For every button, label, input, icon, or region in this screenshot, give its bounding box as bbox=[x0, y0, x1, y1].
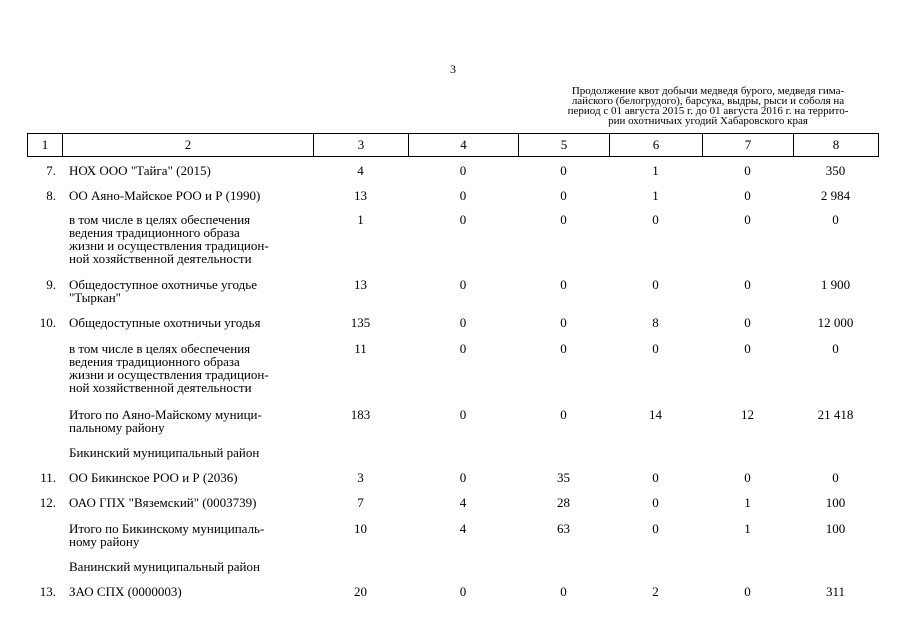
value-col-5 bbox=[518, 560, 609, 573]
value-col-3 bbox=[313, 446, 408, 459]
table-subrow bbox=[27, 522, 878, 548]
row-number bbox=[27, 408, 62, 434]
table-row bbox=[27, 471, 878, 484]
row-number: 10. bbox=[39, 315, 56, 330]
value-col-7: 12 bbox=[741, 407, 754, 422]
header-cell-1: 1 bbox=[28, 134, 63, 157]
value-col-4: 0 bbox=[459, 277, 467, 292]
section-heading-row bbox=[27, 560, 878, 573]
caption-line: период с 01 августа 2015 г. до 01 августа 2016 г. на террито- bbox=[567, 105, 849, 117]
value-col-5: 0 bbox=[560, 212, 567, 227]
value-col-6: 0 bbox=[652, 495, 659, 510]
value-col-7: 0 bbox=[744, 315, 751, 330]
row-name: Общедоступные охотничьи угодья bbox=[69, 315, 261, 330]
value-col-8: 100 bbox=[825, 521, 846, 536]
value-col-3: 11 bbox=[354, 341, 367, 356]
value-col-5: 0 bbox=[560, 188, 567, 203]
table-caption bbox=[528, 86, 888, 126]
value-col-5 bbox=[518, 446, 609, 459]
value-col-4: 0 bbox=[459, 470, 467, 485]
header-cell-8: 8 bbox=[794, 134, 879, 157]
value-col-3: 183 bbox=[350, 407, 371, 422]
value-col-7 bbox=[702, 560, 793, 573]
value-col-5: 28 bbox=[557, 495, 570, 510]
row-number bbox=[27, 446, 62, 459]
row-number: 11. bbox=[40, 470, 56, 485]
column-number-header bbox=[27, 133, 879, 157]
value-col-8: 350 bbox=[825, 163, 846, 178]
row-name: Бикинский муниципальный район bbox=[69, 445, 260, 460]
value-col-3: 3 bbox=[357, 470, 364, 485]
value-col-6: 8 bbox=[652, 315, 659, 330]
value-col-4: 0 bbox=[459, 212, 467, 227]
value-col-4: 4 bbox=[459, 521, 467, 536]
value-col-3: 13 bbox=[354, 188, 367, 203]
value-col-5: 63 bbox=[557, 521, 570, 536]
row-name: ОО Аяно-Майское РОО и Р (1990) bbox=[69, 188, 261, 203]
row-name: Общедоступное охотничье угодье "Тыркан" bbox=[69, 277, 257, 305]
value-col-7: 1 bbox=[744, 495, 751, 510]
value-col-8: 0 bbox=[832, 470, 839, 485]
value-col-3: 135 bbox=[350, 315, 371, 330]
value-col-5: 0 bbox=[560, 277, 567, 292]
value-col-4: 0 bbox=[459, 407, 467, 422]
row-name: Итого по Аяно-Майскому муници- пальному району bbox=[69, 407, 262, 435]
row-number: 12. bbox=[39, 495, 56, 510]
value-col-5: 0 bbox=[560, 584, 567, 599]
table-subrow bbox=[27, 342, 878, 394]
value-col-6: 2 bbox=[652, 584, 659, 599]
table-subrow bbox=[27, 213, 878, 265]
value-col-8: 0 bbox=[832, 212, 839, 227]
value-col-6: 0 bbox=[652, 277, 659, 292]
row-name: Итого по Бикинскому муниципаль- ному району bbox=[69, 521, 265, 549]
value-col-3: 4 bbox=[357, 163, 364, 178]
value-col-7: 0 bbox=[744, 470, 751, 485]
value-col-4: 0 bbox=[459, 341, 467, 356]
value-col-4: 4 bbox=[459, 495, 467, 510]
value-col-5: 0 bbox=[560, 341, 567, 356]
value-col-4: 0 bbox=[459, 163, 467, 178]
table-row bbox=[27, 164, 878, 177]
row-number bbox=[27, 342, 62, 394]
page-number: 3 bbox=[450, 62, 456, 76]
header-cell-3: 3 bbox=[314, 134, 409, 157]
header-cell-2: 2 bbox=[63, 134, 314, 157]
row-number: 9. bbox=[46, 277, 56, 292]
value-col-5: 0 bbox=[560, 315, 567, 330]
value-col-4: 0 bbox=[459, 188, 467, 203]
value-col-3: 7 bbox=[357, 495, 364, 510]
value-col-6 bbox=[609, 446, 702, 459]
row-name: в том числе в целях обеспечения ведения традиционного образа жизни и осуществления традицион- ной хозяйственной деятельности bbox=[69, 212, 269, 266]
row-number bbox=[27, 213, 62, 265]
value-col-7: 0 bbox=[744, 341, 751, 356]
table-row bbox=[27, 278, 878, 304]
row-name: НОХ ООО "Тайга" (2015) bbox=[69, 163, 211, 178]
value-col-3 bbox=[313, 560, 408, 573]
value-col-6: 1 bbox=[652, 188, 659, 203]
value-col-7: 0 bbox=[744, 584, 751, 599]
row-number bbox=[27, 522, 62, 548]
row-number: 7. bbox=[46, 163, 56, 178]
value-col-6: 0 bbox=[652, 212, 659, 227]
value-col-6: 0 bbox=[652, 470, 659, 485]
row-name: ОО Бикинское РОО и Р (2036) bbox=[69, 470, 238, 485]
value-col-7: 1 bbox=[744, 521, 751, 536]
row-name: ОАО ГПХ "Вяземский" (0003739) bbox=[69, 495, 257, 510]
value-col-8 bbox=[793, 446, 878, 459]
value-col-8: 100 bbox=[825, 495, 846, 510]
row-number: 13. bbox=[39, 584, 56, 599]
value-col-8: 1 900 bbox=[820, 277, 851, 292]
table-row bbox=[27, 496, 878, 509]
table-row bbox=[27, 585, 878, 598]
value-col-8: 311 bbox=[825, 584, 846, 599]
value-col-4 bbox=[408, 446, 518, 459]
value-col-7: 0 bbox=[744, 212, 751, 227]
table-row bbox=[27, 316, 878, 329]
value-col-5: 35 bbox=[557, 470, 570, 485]
header-cell-7: 7 bbox=[703, 134, 794, 157]
value-col-6 bbox=[609, 560, 702, 573]
value-col-4 bbox=[408, 560, 518, 573]
value-col-7: 0 bbox=[744, 188, 751, 203]
table-row bbox=[27, 189, 878, 202]
value-col-5: 0 bbox=[560, 407, 567, 422]
value-col-8: 12 000 bbox=[817, 315, 854, 330]
header-cell-6: 6 bbox=[610, 134, 703, 157]
row-name: ЗАО СПХ (0000003) bbox=[69, 584, 182, 599]
caption-line: Продолжение квот добычи медведя бурого, медведя гима- bbox=[571, 85, 845, 97]
section-heading-row bbox=[27, 446, 878, 459]
header-cell-4: 4 bbox=[409, 134, 519, 157]
caption-line: лайского (белогрудого), барсука, выдры, рыси и соболя на bbox=[571, 95, 845, 107]
value-col-6: 0 bbox=[652, 521, 659, 536]
row-name: Ванинский муниципальный район bbox=[69, 559, 260, 574]
row-number bbox=[27, 560, 62, 573]
value-col-8: 21 418 bbox=[817, 407, 854, 422]
value-col-3: 1 bbox=[357, 212, 364, 227]
value-col-7: 0 bbox=[744, 277, 751, 292]
value-col-4: 0 bbox=[459, 584, 467, 599]
header-cell-5: 5 bbox=[519, 134, 610, 157]
table-subrow bbox=[27, 408, 878, 434]
row-number: 8. bbox=[46, 188, 56, 203]
value-col-3: 20 bbox=[354, 584, 367, 599]
row-name: в том числе в целях обеспечения ведения традиционного образа жизни и осуществления традицион- ной хозяйственной деятельности bbox=[69, 341, 269, 395]
value-col-8: 2 984 bbox=[820, 188, 851, 203]
value-col-8: 0 bbox=[832, 341, 839, 356]
value-col-7 bbox=[702, 446, 793, 459]
value-col-4: 0 bbox=[459, 315, 467, 330]
value-col-6: 14 bbox=[649, 407, 662, 422]
value-col-8 bbox=[793, 560, 878, 573]
value-col-6: 0 bbox=[652, 341, 659, 356]
value-col-3: 10 bbox=[354, 521, 367, 536]
value-col-6: 1 bbox=[652, 163, 659, 178]
value-col-5: 0 bbox=[560, 163, 567, 178]
caption-line: рии охотничьих угодий Хабаровского края bbox=[608, 115, 808, 127]
value-col-3: 13 bbox=[354, 277, 367, 292]
value-col-7: 0 bbox=[744, 163, 751, 178]
